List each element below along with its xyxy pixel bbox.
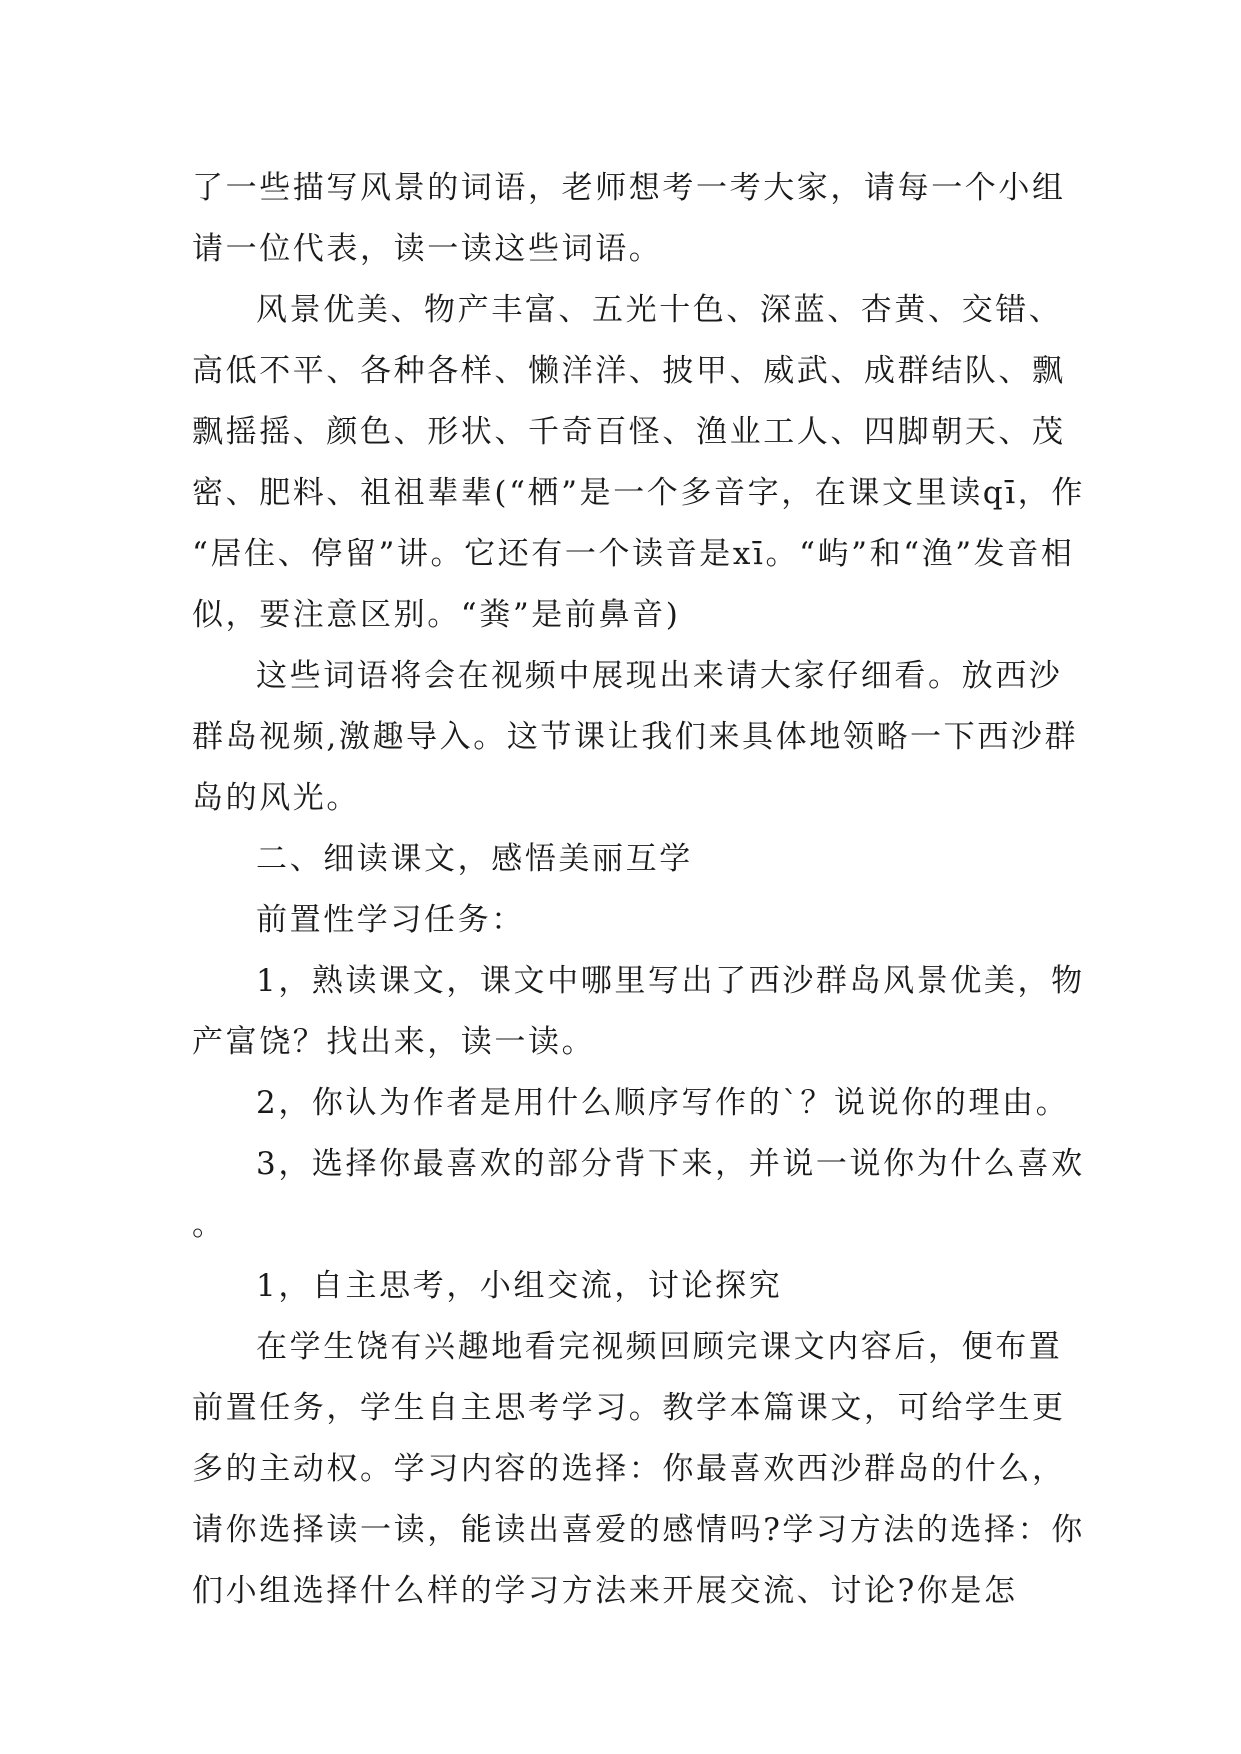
task-item-1: 1，熟读课文，课文中哪里写出了西沙群岛风景优美，物产富饶？找出来，读一读。 xyxy=(192,963,1085,1060)
task-item-2: 2，你认为作者是用什么顺序写作的`？说说你的理由。 xyxy=(256,1085,1070,1121)
paragraph-2: 风景优美、物产丰富、五光十色、深蓝、杏黄、交错、高低不平、各种各样、懒洋洋、披甲、威武、成群结队、飘飘摇摇、颜色、形状、千奇百怪、渔业工人、四脚朝天、茂密、肥料、祖祖辈辈(“栖”是一个多音字，在课文里读qī，作“居住、停留”讲。它还有一个读音是xī。“屿”和“渔”发音相似，要注意区别。“粪”是前鼻音) xyxy=(192,292,1085,633)
task-item-3: 3，选择你最喜欢的部分背下来，并说一说你为什么喜欢。 xyxy=(192,1146,1085,1243)
paragraph-5: 前置性学习任务： xyxy=(256,902,525,938)
subheading: 1，自主思考，小组交流，讨论探究 xyxy=(256,1268,783,1304)
document-body xyxy=(192,158,1092,1622)
paragraph-10: 在学生饶有兴趣地看完视频回顾完课文内容后，便布置前置任务，学生自主思考学习。教学本篇课文，可给学生更多的主动权。学习内容的选择：你最喜欢西沙群岛的什么，请你选择读一读，能读出喜爱的感情吗?学习方法的选择：你们小组选择什么样的学习方法来开展交流、讨论?你是怎 xyxy=(192,1329,1085,1609)
paragraph-3: 这些词语将会在视频中展现出来请大家仔细看。放西沙群岛视频,激趣导入。这节课让我们来具体地领略一下西沙群岛的风光。 xyxy=(192,658,1079,816)
section-heading: 二、细读课文，感悟美丽互学 xyxy=(256,841,693,877)
paragraph-1: 了一些描写风景的词语，老师想考一考大家，请每一个小组请一位代表，读一读这些词语。 xyxy=(192,170,1066,267)
